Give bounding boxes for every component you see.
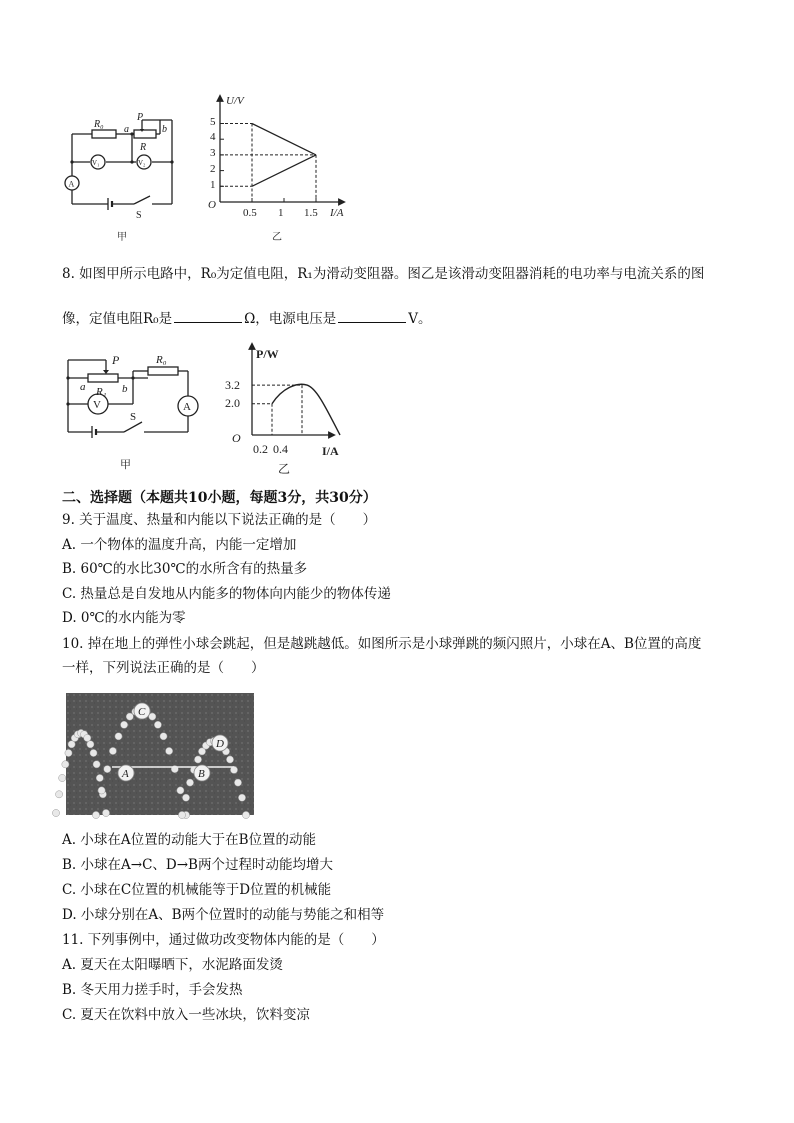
strobe-ball (242, 811, 249, 818)
strobe-ball (160, 733, 167, 740)
strobe-ball (104, 766, 111, 773)
q11-option-b[interactable]: B. 冬天用力搓手时，手会发热 (62, 982, 243, 998)
strobe-ball (93, 761, 100, 768)
q10-strobe-photo (66, 693, 254, 815)
q9-option-d[interactable]: D. 0℃的水内能为零 (62, 610, 186, 626)
q8-text-c: V。 (408, 311, 432, 327)
fig7-xtick-1: 1 (278, 207, 284, 219)
fig8-r1-label: R₁ (96, 386, 107, 398)
q8-blank-r0[interactable] (174, 310, 242, 323)
q10-photo-label-b: B (198, 768, 205, 780)
q10-option-a[interactable]: A. 小球在A位置的动能大于在B位置的动能 (62, 832, 317, 848)
fig7-ytick-5: 5 (210, 116, 216, 128)
fig7-graph-caption: 乙 (272, 232, 282, 243)
strobe-ball (178, 811, 185, 818)
strobe-ball (234, 779, 241, 786)
fig8-r0-label: R₀ (156, 354, 167, 366)
fig8-b-label: b (122, 383, 128, 395)
q8-line2 (62, 310, 432, 327)
fig8-switch-label: S (130, 411, 137, 423)
fig8-voltmeter-label: V (93, 399, 101, 411)
fig7-switch-label: S (136, 210, 142, 221)
fig7-v2-label: V₂ (138, 159, 146, 167)
fig8-a-label: a (80, 381, 86, 393)
fig7-circuit (60, 112, 190, 242)
q11-option-a[interactable]: A. 夏天在太阳曝晒下，水泥路面发烫 (62, 957, 283, 973)
strobe-ball (182, 794, 189, 801)
fig8-ytick-32: 3.2 (225, 378, 240, 392)
q9-option-c[interactable]: C. 热量总是自发地从内能多的物体向内能少的物体传递 (62, 586, 391, 602)
q9-option-b[interactable]: B. 60℃的水比30℃的水所含有的热量多 (62, 561, 308, 577)
strobe-ball (56, 791, 63, 798)
q8-text-a: 像，定值电阻R₀是 (62, 311, 173, 327)
fig7-p-label: P (137, 112, 144, 123)
q10-option-d[interactable]: D. 小球分别在A、B两个位置时的动能与势能之和相等 (62, 907, 385, 923)
fig8-xtick-02: 0.2 (253, 442, 268, 456)
fig7-a-label: a (124, 124, 129, 135)
q11-option-c[interactable]: C. 夏天在饮料中放入一些冰块，饮料变凉 (62, 1007, 310, 1023)
strobe-ball (102, 809, 109, 816)
strobe-ball (62, 761, 69, 768)
fig7-xtick-05: 0.5 (243, 207, 257, 219)
q9-stem: 9. 关于温度、热量和内能以下说法正确的是（ ） (62, 512, 377, 528)
fig7-ytick-1: 1 (210, 179, 216, 191)
fig8-xlabel: I/A (322, 444, 339, 458)
q10-option-c[interactable]: C. 小球在C位置的机械能等于D位置的机械能 (62, 882, 332, 898)
strobe-ball (126, 713, 133, 720)
fig8-circuit-caption: 甲 (120, 459, 131, 471)
q8-blank-voltage[interactable] (338, 310, 406, 323)
fig7-line-upper (252, 124, 316, 155)
q9-option-a[interactable]: A. 一个物体的温度升高，内能一定增加 (62, 537, 297, 553)
q10-option-b[interactable]: B. 小球在A→C、D→B两个过程时动能均增大 (62, 857, 333, 873)
fig8-graph (222, 338, 352, 483)
strobe-ball (226, 756, 233, 763)
fig7-line-lower (252, 155, 316, 186)
fig7-v1-label: V₁ (92, 159, 100, 167)
strobe-ball (109, 747, 116, 754)
q10-stem-line2: 一样，下列说法正确的是（ ） (62, 660, 265, 676)
fig8-origin: O (232, 431, 241, 445)
strobe-ball (121, 721, 128, 728)
fig7-ytick-3: 3 (210, 147, 216, 159)
strobe-ball (96, 774, 103, 781)
q11-stem: 11. 下列事例中，通过做功改变物体内能的是（ ） (62, 932, 385, 948)
strobe-ball (194, 756, 201, 763)
strobe-ball (92, 811, 99, 818)
q8-text-b: Ω，电源电压是 (244, 311, 337, 327)
strobe-ball (238, 794, 245, 801)
q10-photo-label-c: C (138, 706, 146, 718)
strobe-ball (115, 733, 122, 740)
fig8-power-curve (272, 384, 340, 435)
fig8-graph-caption: 乙 (278, 462, 291, 476)
section-title: 二、选择题（本题共10小题，每题3分，共30分） (62, 490, 377, 506)
fig7-ytick-4: 4 (210, 131, 216, 143)
q10-stem-line1: 10. 掉在地上的弹性小球会跳起，但是越跳越低。如图所示是小球弹跳的频闪照片，小球在A、B位置的高度 (62, 636, 702, 652)
q8-line1: 8. 如图甲所示电路中，R₀为定值电阻，R₁为滑动变阻器。图乙是该滑动变阻器消耗的电功率与电流关系的图 (62, 266, 705, 282)
fig7-r0-label: R₀ (94, 119, 104, 130)
strobe-ball (98, 787, 105, 794)
fig7-circuit-caption: 甲 (117, 232, 127, 243)
fig7-graph (200, 90, 360, 245)
strobe-ball (52, 809, 59, 816)
q10-photo-label-d: D (216, 738, 224, 750)
fig7-r-label: R (140, 142, 147, 153)
strobe-ball (154, 721, 161, 728)
fig7-xlabel: I/A (330, 207, 344, 219)
fig8-xtick-04: 0.4 (273, 442, 288, 456)
strobe-ball (166, 747, 173, 754)
fig8-ylabel: P/W (256, 347, 279, 361)
fig8-ytick-20: 2.0 (225, 396, 240, 410)
fig8-circuit (58, 350, 208, 475)
fig7-ytick-2: 2 (210, 163, 216, 175)
strobe-ball (90, 749, 97, 756)
strobe-ball (177, 787, 184, 794)
fig7-xtick-15: 1.5 (304, 207, 318, 219)
fig7-ammeter-label: A (68, 179, 75, 189)
strobe-ball (87, 741, 94, 748)
fig7-origin: O (208, 199, 216, 211)
strobe-ball (59, 774, 66, 781)
fig7-ylabel: U/V (226, 95, 244, 107)
fig8-ammeter-label: A (183, 401, 191, 413)
q10-photo-label-a: A (122, 768, 129, 780)
strobe-ball (65, 749, 72, 756)
fig8-p-label: P (112, 353, 120, 367)
strobe-ball (186, 779, 193, 786)
fig7-b-label: b (162, 124, 167, 135)
